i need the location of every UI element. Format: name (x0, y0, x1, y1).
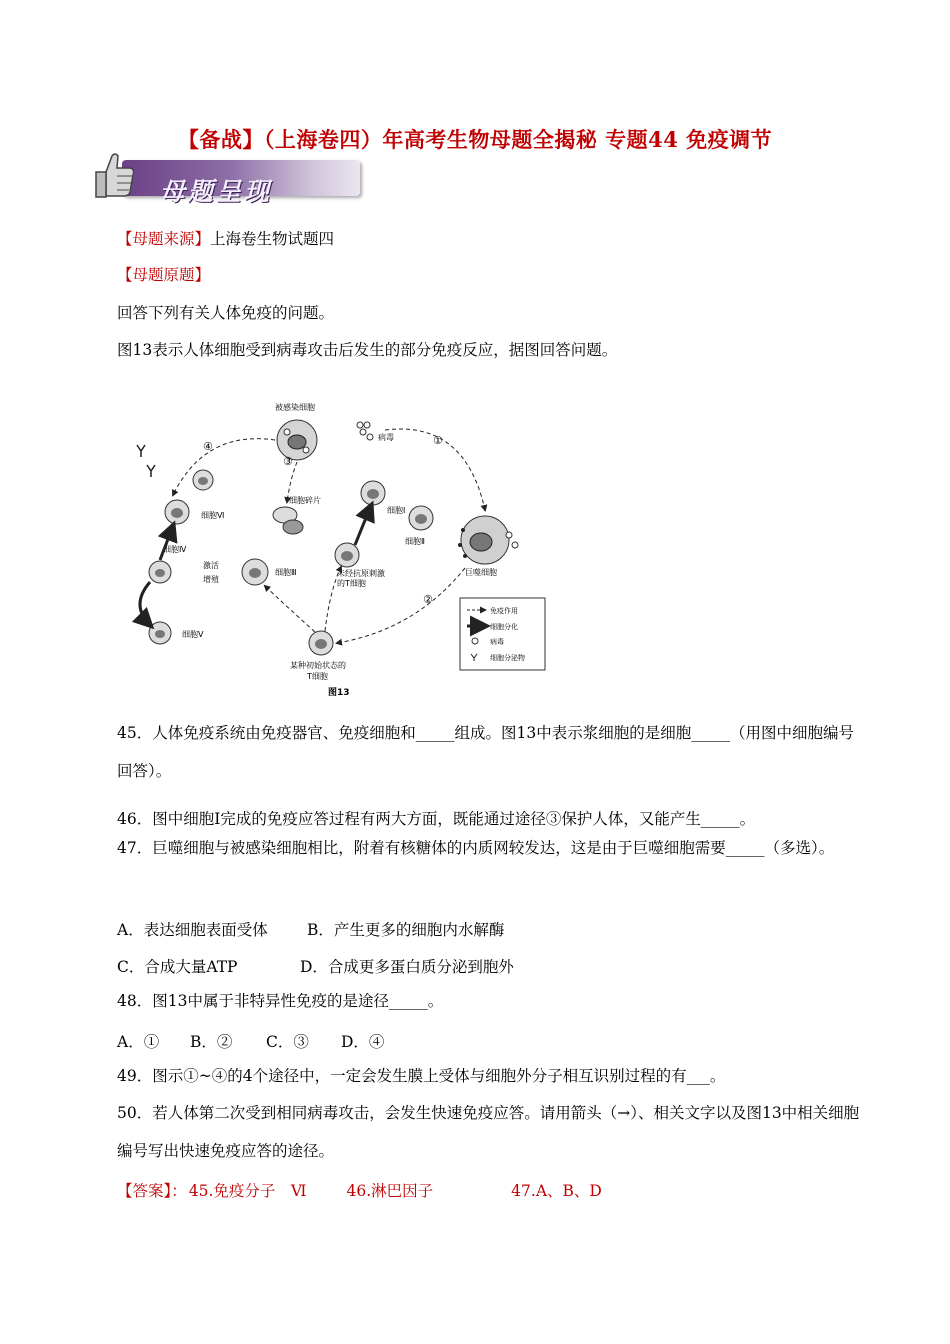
label-infected-cell: 被感染细胞 (275, 403, 315, 412)
q48-option-b: B．② (190, 1033, 233, 1051)
document-title: 【备战】（上海卷四）年高考生物母题全揭秘 专题44 免疫调节 (177, 127, 773, 152)
question-48: 48．图13中属于非特异性免疫的是途径_____。 (117, 992, 444, 1010)
question-47: 47．巨噬细胞与被感染细胞相比，附着有核糖体的内质网较发达，这是由于巨噬细胞需要_____（多选）。 (117, 839, 835, 857)
question-50: 50．若人体第二次受到相同病毒攻击，会发生快速免疫应答。请用箭头（→）、相关文字以及图13中相关细胞编号写出快速免疫应答的途径。 (117, 1104, 860, 1160)
label-cell-5: 细胞Ⅴ (182, 630, 204, 639)
label-path-1: ① (433, 434, 443, 447)
cell-1 (361, 481, 385, 505)
label-cell-4: 细胞Ⅳ (163, 545, 187, 554)
label-fragments: 细胞碎片 (289, 496, 321, 505)
cell-5 (149, 622, 171, 644)
q48-option-d: D．④ (341, 1033, 385, 1051)
legend-secretion: 细胞分泌物 (490, 654, 525, 662)
q47-option-b: B．产生更多的细胞内水解酶 (307, 921, 505, 939)
banner-bar (122, 160, 360, 206)
legend-immune-action: 免疫作用 (490, 607, 518, 615)
thumbs-up-icon (92, 150, 136, 200)
immune-response-figure (125, 390, 550, 710)
q48-option-a: A．① (117, 1033, 160, 1051)
label-macrophage: 巨噬细胞 (465, 568, 497, 577)
label-proliferate: 增殖 (203, 575, 219, 584)
q48-option-c: C．③ (266, 1033, 309, 1051)
answer-label: 【答案】： (117, 1182, 187, 1200)
cell-2 (409, 506, 433, 530)
question-45: 45．人体免疫系统由免疫器官、免疫细胞和_____组成。图13中表示浆细胞的是细胞_____（用图中细胞编号回答）。 (117, 724, 854, 780)
legend-virus: 病毒 (490, 638, 504, 646)
macrophage (458, 516, 518, 564)
source-label: 【母题来源】 (117, 230, 211, 248)
label-cell-6: 细胞Ⅵ (201, 511, 225, 520)
original-label: 【母题原题】 (117, 266, 211, 284)
label-path-2: ② (423, 593, 433, 606)
infected-cell (277, 420, 317, 460)
question-49: 49．图示①~④的4个途径中，一定会发生膜上受体与细胞外分子相互识别过程的有___。 (117, 1067, 726, 1085)
label-cell-1: 细胞Ⅰ (387, 506, 406, 515)
question-46: 46．图中细胞Ⅰ完成的免疫应答过程有两大方面，既能通过途径③保护人体，又能产生_____。 (117, 810, 756, 828)
label-activate: 激活 (203, 561, 219, 570)
figure-legend (460, 598, 545, 670)
label-path-4: ④ (203, 440, 213, 453)
label-cell-2: 细胞Ⅱ (405, 537, 425, 546)
source-text: 上海卷生物试题四 (210, 230, 335, 248)
antibody-cell (137, 445, 213, 490)
figure-caption: 图13 (328, 688, 350, 698)
cell-fragments (273, 507, 303, 534)
label-virus: 病毒 (378, 433, 394, 442)
legend-differentiation: 细胞分化 (490, 623, 518, 631)
label-naive-t-1: 未经抗原刺激 (337, 569, 385, 578)
cell-3 (242, 559, 268, 585)
cell-4 (149, 561, 171, 583)
label-cell-3: 细胞Ⅲ (275, 568, 297, 577)
answer-45: 45.免疫分子 Ⅵ (188, 1182, 307, 1200)
label-path-3: ③ (283, 455, 293, 468)
answer-47: 47.A、B、D (511, 1182, 602, 1200)
intro-line-1: 回答下列有关人体免疫的问题。 (117, 304, 335, 322)
answer-line (117, 1180, 602, 1202)
answer-46: 46.淋巴因子 (346, 1182, 434, 1200)
q47-option-a: A．表达细胞表面受体 (117, 921, 268, 939)
q47-option-d: D．合成更多蛋白质分泌到胞外 (300, 958, 514, 976)
intro-line-2: 图13表示人体细胞受到病毒攻击后发生的部分免疫反应，据图回答问题。 (117, 341, 618, 359)
banner-text: 母题呈现 (160, 177, 273, 206)
label-initial-t-1: 某种初始状态的 (290, 661, 346, 670)
virus-cluster (357, 422, 373, 440)
label-naive-t-2: 的T细胞 (337, 579, 366, 588)
q47-option-c: C．合成大量ATP (117, 958, 238, 976)
label-initial-t-2: T细胞 (307, 672, 328, 681)
source-line (117, 228, 334, 250)
naive-t-cell (335, 543, 359, 567)
cell-6 (165, 500, 189, 524)
section-banner (92, 150, 360, 206)
initial-t-cell (309, 631, 333, 655)
